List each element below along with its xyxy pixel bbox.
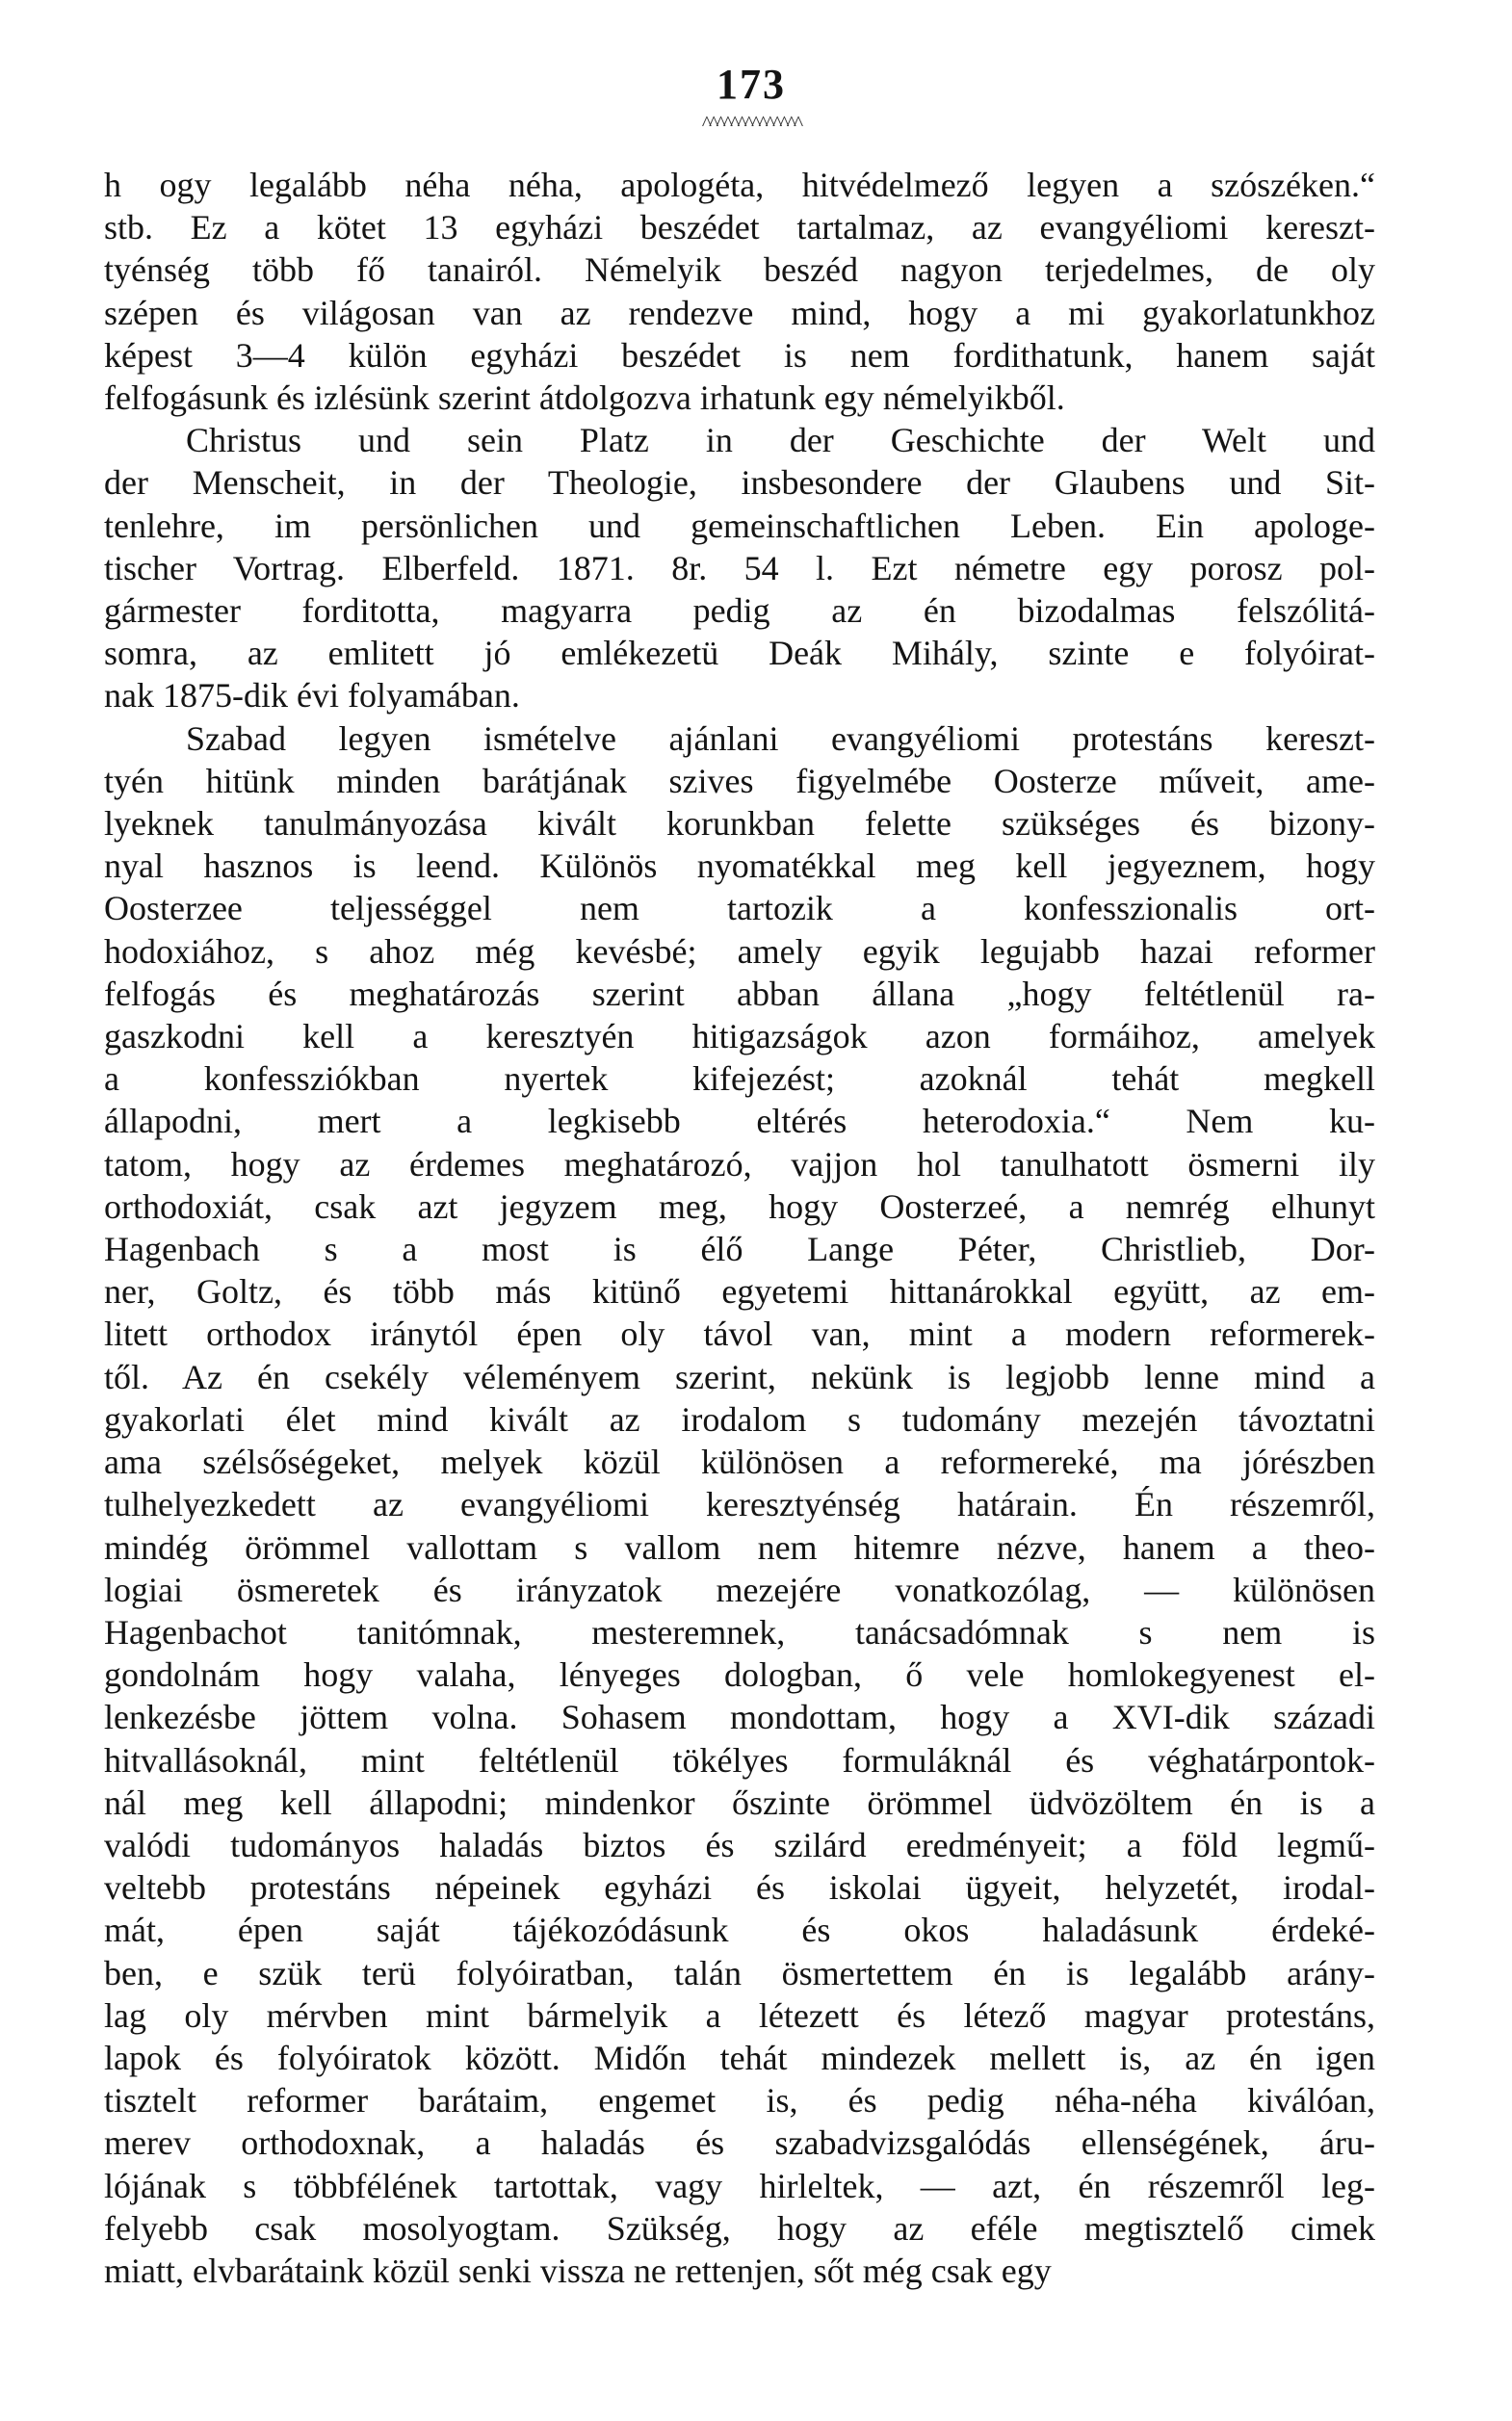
- text-line: felyebb csak mosolyogtam. Szükség, hogy az eféle megtisztelő cimek: [104, 2208, 1375, 2248]
- text-line: tisztelt reformer barátaim, engemet is, és pedig néha-néha kiválóan,: [104, 2081, 1375, 2121]
- text-line: tenlehre, im persönlichen und gemeinschaftlichen Leben. Ein apologe-: [104, 506, 1375, 545]
- text-line: somra, az emlitett jó emlékezetü Deák Mihály, szinte e folyóirat-: [104, 634, 1375, 673]
- text-line: nak 1875-dik évi folyamában.: [104, 676, 520, 716]
- text-line: gaszkodni kell a keresztyén hitigazságok azon formáihoz, amelyek: [104, 1017, 1375, 1056]
- text-line: valódi tudományos haladás biztos és szilárd eredményeit; a föld legmű-: [104, 1825, 1375, 1864]
- text-line: nyal hasznos is leend. Különös nyomatékkal meg kell jegyeznem, hogy: [104, 846, 1375, 886]
- text-line: ner, Goltz, és több más kitünő egyetemi hittanárokkal együtt, az em-: [104, 1272, 1375, 1312]
- text-line: hodoxiához, s ahoz még kevésbé; amely egyik legujabb hazai reformer: [104, 931, 1375, 971]
- text-line: Hagenbach s a most is élő Lange Péter, Christlieb, Dor-: [104, 1230, 1375, 1269]
- text-line: gondolnám hogy valaha, lényeges dologban, ő vele homlokegyenest el-: [104, 1655, 1375, 1695]
- text-line: tulhelyezkedett az evangyéliomi keresztyénség határain. Én részemről,: [104, 1485, 1375, 1524]
- text-line: der Menscheit, in der Theologie, insbesondere der Glaubens und Sit-: [104, 463, 1375, 503]
- text-line: nál meg kell állapodni; mindenkor őszinte örömmel üdvözöltem én is a: [104, 1783, 1375, 1822]
- text-line: ben, e szük terü folyóiratban, talán ösmertettem én is legalább arány-: [104, 1953, 1375, 1992]
- text-line: Hagenbachot tanitómnak, mesteremnek, tanácsadómnak s nem is: [104, 1612, 1375, 1652]
- text-line: a konfessziókban nyertek kifejezést; azoknál tehát megkell: [104, 1059, 1375, 1099]
- text-line: h ogy legalább néha néha, apologéta, hitvédelmező legyen a szószéken.“: [104, 166, 1375, 204]
- text-line: miatt, elvbarátaink közül senki vissza ne rettenjen, sőt még csak egy: [104, 2251, 1052, 2290]
- text-line: ama szélsőségeket, melyek közül különösen a reformereké, ma jórészben: [104, 1443, 1375, 1482]
- paragraph: [104, 419, 1375, 716]
- text-line: stb. Ez a kötet 13 egyházi beszédet tartalmaz, az evangyéliomi kereszt-: [104, 208, 1375, 247]
- text-line: veltebb protestáns népeinek egyházi és iskolai ügyeit, helyzetét, irodal-: [104, 1868, 1375, 1908]
- text-line: hitvallásoknál, mint feltétlenül tökélyes formuláknál és véghatárpontok-: [104, 1740, 1375, 1780]
- text-line: tatom, hogy az érdemes meghatározó, vajjon hol tanulhatott ösmerni ily: [104, 1144, 1375, 1184]
- text-line: lapok és folyóiratok között. Midőn tehát mindezek mellett is, az én igen: [104, 2038, 1375, 2077]
- text-line: litett orthodox iránytól épen oly távol van, mint a modern reformerek-: [104, 1315, 1375, 1354]
- text-line: orthodoxiát, csak azt jegyzem meg, hogy Oosterzeé, a nemrég elhunyt: [104, 1186, 1375, 1226]
- text-line: mindég örömmel vallottam s vallom nem hitemre nézve, hanem a theo-: [104, 1527, 1375, 1567]
- text-line: képest 3—4 külön egyházi beszédet is nem fordithatunk, hanem saját: [104, 335, 1375, 375]
- text-line: lag oly mérvben mint bármelyik a létezett és létező magyar protestáns,: [104, 1995, 1375, 2035]
- text-line: tyénség több fő tanairól. Némelyik beszéd nagyon terjedelmes, de oly: [104, 250, 1375, 290]
- text-line: lenkezésbe jöttem volna. Sohasem mondottam, hogy a XVI-dik századi: [104, 1698, 1375, 1737]
- text-line: Christus und sein Platz in der Geschichte der Welt und: [186, 421, 1375, 460]
- text-line: lyeknek tanulmányozása kivált korunkban felette szükséges és bizony-: [104, 804, 1375, 844]
- paragraph: [104, 164, 1375, 419]
- text-line: lójának s többfélének tartottak, vagy hirleltek, — azt, én részemről leg-: [104, 2166, 1375, 2205]
- text-line: felfogás és meghatározás szerint abban állana „hogy feltétlenül ra-: [104, 974, 1375, 1013]
- text-line: gármester forditotta, magyarra pedig az én bizodalmas felszólitá-: [104, 591, 1375, 631]
- text-line: mát, épen saját tájékozódásunk és okos haladásunk érdeké-: [104, 1911, 1375, 1950]
- text-line: től. Az én csekély véleményem szerint, nekünk is legjobb lenne mind a: [104, 1357, 1375, 1396]
- text-line: Szabad legyen ismételve ajánlani evangyéliomi protestáns kereszt-: [186, 718, 1375, 758]
- text-line: logiai ösmeretek és irányzatok mezejére vonatkozólag, — különösen: [104, 1570, 1375, 1609]
- body-text: [104, 164, 1375, 2292]
- page-number: 173: [717, 61, 786, 108]
- text-line: tischer Vortrag. Elberfeld. 1871. 8r. 54 l. Ezt németre egy porosz pol-: [104, 548, 1375, 587]
- text-line: gyakorlati élet mind kivált az irodalom s tudomány mezején távoztatni: [104, 1399, 1375, 1439]
- text-line: szépen és világosan van az rendezve mind, hogy a mi gyakorlatunkhoz: [104, 293, 1375, 332]
- text-line: merev orthodoxnak, a haladás és szabadvizsgalódás ellenségének, áru-: [104, 2123, 1375, 2163]
- page-number-ornament: ^^^^^^^^^^^^^^: [701, 111, 801, 135]
- text-line: felfogásunk és izlésünk szerint átdolgozva irhatunk egy némelyikből.: [104, 378, 1065, 418]
- text-line: Oosterzee teljességgel nem tartozik a konfesszionalis ort-: [104, 889, 1375, 928]
- text-line: tyén hitünk minden barátjának szives figyelmébe Oosterze műveit, ame-: [104, 761, 1375, 800]
- text-line: állapodni, mert a legkisebb eltérés heterodoxia.“ Nem ku-: [104, 1102, 1375, 1141]
- paragraph: [104, 717, 1375, 2293]
